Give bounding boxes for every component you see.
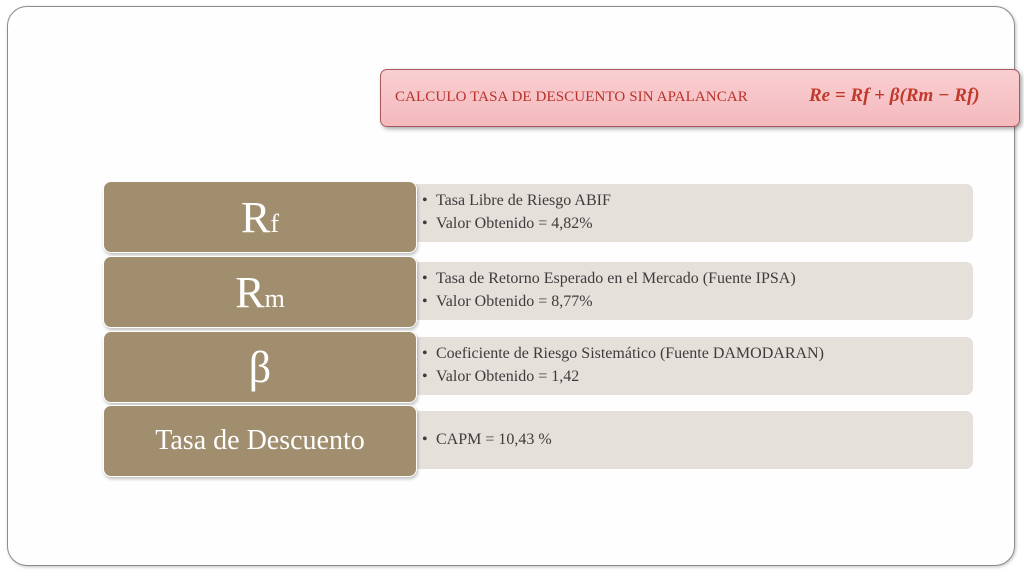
list-item: • Tasa Libre de Riesgo ABIF (422, 189, 611, 212)
discount-bullets (422, 428, 552, 451)
beta-tab (103, 331, 417, 403)
rm-bullets (422, 267, 796, 313)
title-banner (380, 69, 1020, 127)
rf-tab (103, 181, 417, 253)
list-item: • Valor Obtenido = 1,42 (422, 365, 824, 388)
list-item: • Tasa de Retorno Esperado en el Mercado (Fuente IPSA) (422, 267, 796, 290)
list-item: • Valor Obtenido = 4,82% (422, 212, 611, 235)
beta-bullets (422, 342, 824, 388)
discount-label: Tasa de Descuento (155, 425, 365, 456)
rm-label-sub: m (264, 283, 285, 313)
beta-label: β (248, 342, 272, 392)
rm-label-main: R (235, 267, 265, 317)
discount-tab (103, 405, 417, 477)
list-item: • Coeficiente de Riesgo Sistemático (Fuente DAMODARAN) (422, 342, 824, 365)
list-item: • CAPM = 10,43 % (422, 428, 552, 451)
rf-label-sub: f (270, 208, 280, 238)
slide-title: CALCULO TASA DE DESCUENTO SIN APALANCAR (395, 89, 748, 105)
rf-label-main: R (240, 192, 271, 242)
capm-formula: Re = Rf + β(Rm − Rf) (809, 85, 980, 106)
rf-bullets (422, 189, 611, 235)
list-item: • Valor Obtenido = 8,77% (422, 290, 796, 313)
rm-tab (103, 256, 417, 328)
